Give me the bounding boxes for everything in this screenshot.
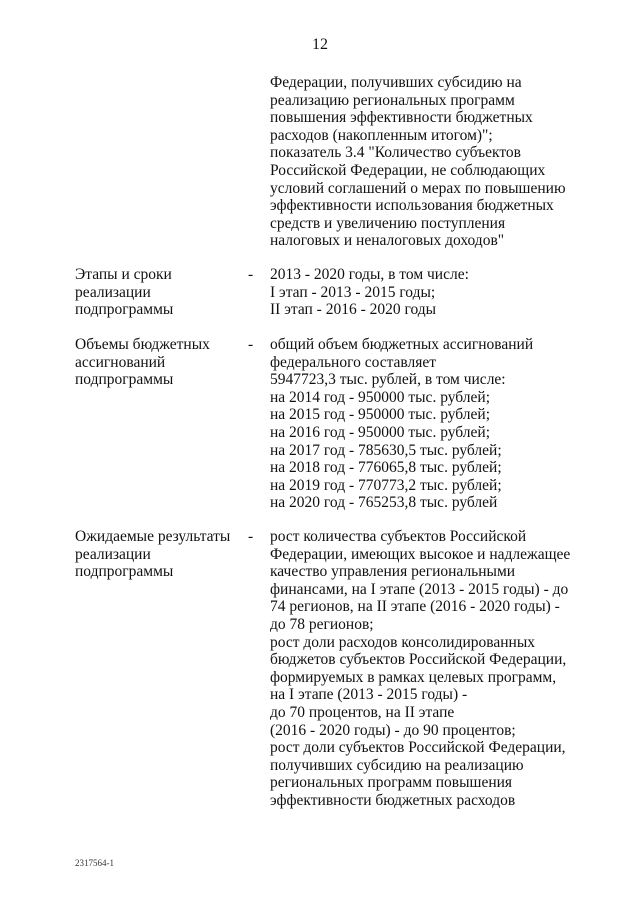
label-line: Объемы бюджетных	[75, 336, 210, 353]
continuation-text	[270, 74, 600, 250]
content-line: общий объем бюджетных ассигнований	[270, 336, 534, 353]
page-number: 12	[312, 36, 328, 53]
content-line: федерального составляет	[270, 353, 437, 371]
content-line: рост доли субъектов Российской Федерации,	[270, 739, 566, 757]
continuation-line: эффективности использования бюджетных	[270, 197, 554, 215]
content-line: эффективности бюджетных расходов	[270, 791, 516, 809]
content-line: рост доли расходов консолидированных	[270, 633, 536, 651]
label-line: подпрограммы	[75, 563, 174, 581]
content-line: финансами, на I этапе (2013 - 2015 годы) - до	[270, 580, 569, 598]
content-line: на 2014 год - 950000 тыс. рублей;	[270, 388, 490, 406]
section-dash: -	[248, 266, 254, 283]
content-line: до 78 регионов;	[270, 615, 374, 633]
content-line: на 2019 год - 770773,2 тыс. рублей;	[270, 476, 502, 494]
content-line: 5947723,3 тыс. рублей, в том числе:	[270, 371, 506, 389]
section-content	[270, 336, 610, 512]
continuation-line: расходов (накопленным итогом)";	[270, 126, 493, 144]
content-line: Федерации, имеющих высокое и надлежащее	[270, 545, 571, 563]
continuation-line: налоговых и неналоговых доходов"	[270, 232, 505, 250]
content-line: бюджетов субъектов Российской Федерации,	[270, 651, 567, 669]
label-line: ассигнований	[75, 353, 166, 371]
content-line: 2013 - 2020 годы, в том числе:	[270, 266, 469, 283]
continuation-line: реализацию региональных программ	[270, 91, 515, 109]
label-line: Ожидаемые результаты	[75, 528, 231, 545]
section-label	[75, 528, 245, 581]
label-line: реализации	[75, 545, 151, 563]
content-line: получивших субсидию на реализацию	[270, 756, 524, 774]
continuation-line: условий соглашений о мерах по повышению	[270, 179, 566, 197]
section-label	[75, 266, 245, 319]
continuation-line: Российской Федерации, не соблюдающих	[270, 161, 546, 179]
label-line: подпрограммы	[75, 371, 174, 389]
section-content	[270, 266, 610, 319]
section-dash: -	[248, 528, 254, 545]
content-line: I этап - 2013 - 2015 годы;	[270, 283, 436, 301]
section-label	[75, 336, 245, 389]
content-line: на 2017 год - 785630,5 тыс. рублей;	[270, 441, 502, 459]
section-dash: -	[248, 336, 254, 353]
label-line: подпрограммы	[75, 301, 174, 319]
content-line: на 2015 год - 950000 тыс. рублей;	[270, 406, 490, 424]
content-line: 74 регионов, на II этапе (2016 - 2020 годы) -	[270, 598, 560, 616]
content-line: качество управления региональными	[270, 563, 516, 581]
content-line: (2016 - 2020 годы) - до 90 процентов;	[270, 721, 516, 739]
continuation-line: показатель 3.4 "Количество субъектов	[270, 144, 522, 162]
content-line: рост количества субъектов Российской	[270, 528, 527, 545]
continuation-line: средств и увеличению поступления	[270, 214, 506, 232]
content-line: региональных программ повышения	[270, 774, 513, 792]
continuation-line: Федерации, получивших субсидию на	[270, 74, 522, 91]
content-line: формируемых в рамках целевых программ,	[270, 668, 557, 686]
label-line: реализации	[75, 283, 151, 301]
continuation-line: повышения эффективности бюджетных	[270, 109, 533, 127]
label-line: Этапы и сроки	[75, 266, 172, 283]
content-line: на I этапе (2013 - 2015 годы) -	[270, 686, 468, 704]
content-line: II этап - 2016 - 2020 годы	[270, 301, 437, 319]
content-line: на 2016 год - 950000 тыс. рублей;	[270, 423, 490, 441]
content-line: на 2020 год - 765253,8 тыс. рублей	[270, 494, 498, 512]
section-content	[270, 528, 610, 810]
document-code: 2317564-1	[75, 858, 114, 868]
content-line: до 70 процентов, на II этапе	[270, 703, 455, 721]
content-line: на 2018 год - 776065,8 тыс. рублей;	[270, 459, 502, 477]
